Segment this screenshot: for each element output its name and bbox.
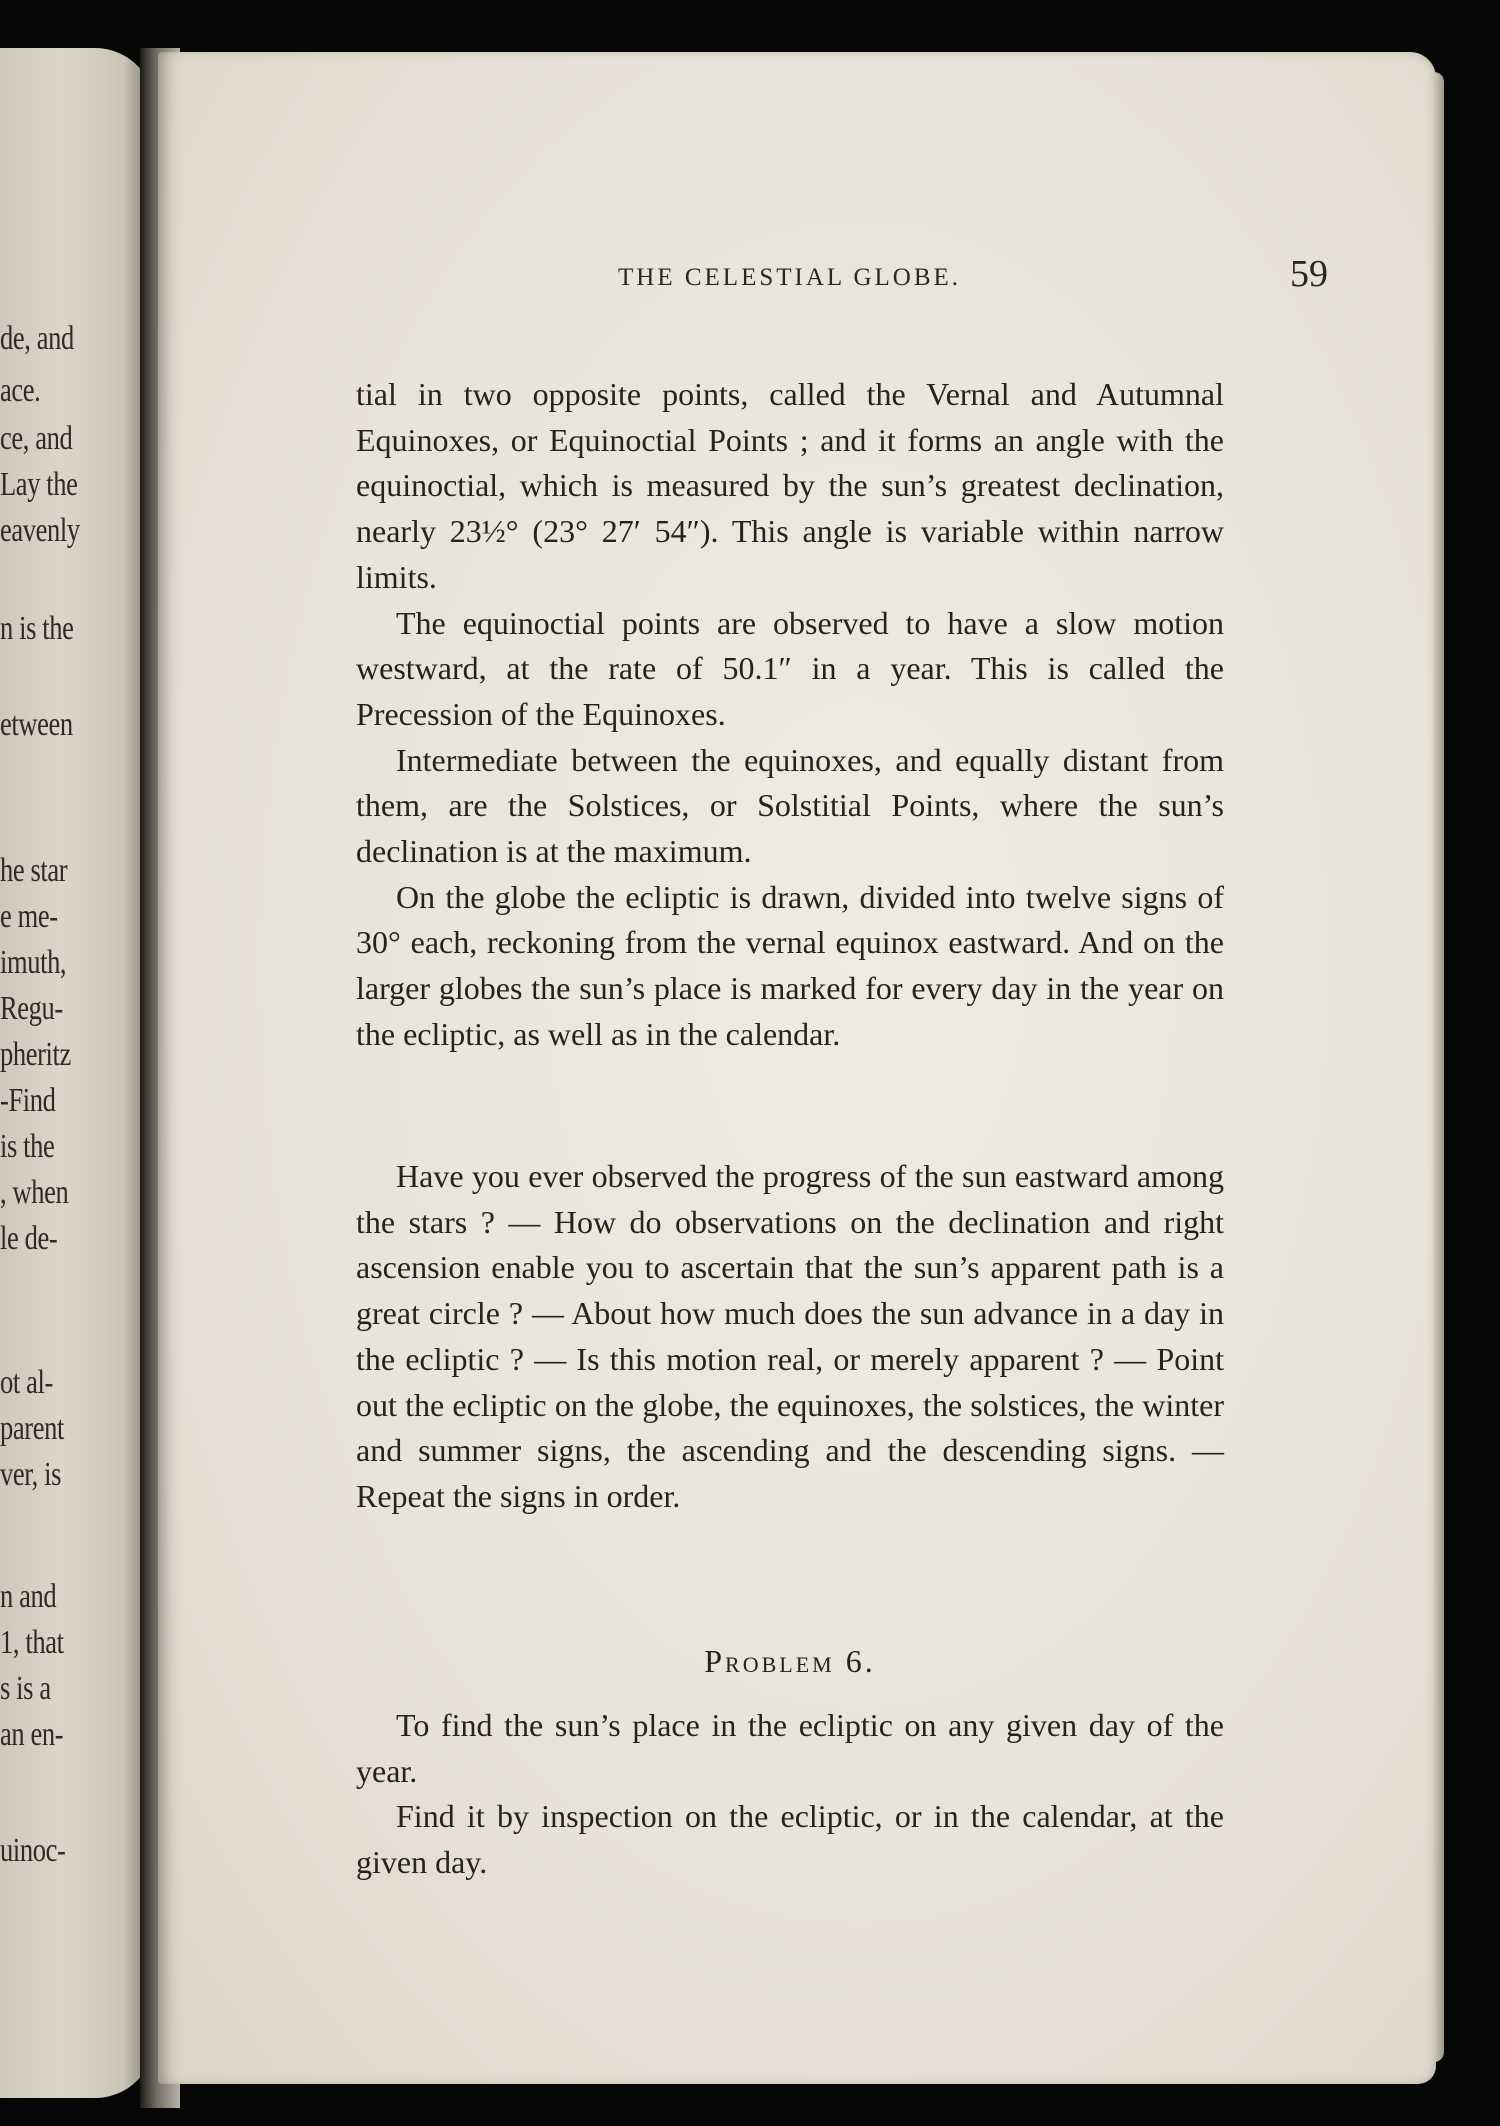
paragraph: The equinoctial points are observed to have a slow motion westward, at the rate of 50.1″ in a year. This is called the Precession of the Equinoxes.: [356, 604, 1224, 732]
previous-page-text-fragment: ace.: [0, 372, 41, 409]
previous-page-text-fragment: he star: [0, 852, 68, 889]
previous-page-text-fragment: uinoc-: [0, 1832, 66, 1869]
previous-page-text-fragment: le de-: [0, 1220, 58, 1257]
running-title: THE CELESTIAL GLOBE.: [618, 264, 962, 291]
page-edge: [1434, 72, 1444, 2062]
previous-page-text-fragment: an en-: [0, 1716, 64, 1753]
previous-page-text-fragment: parent: [0, 1410, 64, 1447]
previous-page-text-fragment: ver, is: [0, 1456, 62, 1493]
previous-page-text-fragment: pheritz: [0, 1036, 71, 1073]
previous-page-text-fragment: n is the: [0, 610, 74, 647]
previous-page-text-fragment: de, and: [0, 320, 74, 357]
paragraph: tial in two opposite points, called the Vernal and Autumnal Equinoxes, or Equinoctial Points ; and it forms an angle with the equinoctial, which is measured by the sun’s greatest declination, nearly 23½° (23° 27′ 54″). This angle is variable within narrow limits.: [356, 376, 1224, 595]
paragraph: On the globe the ecliptic is drawn, divided into twelve signs of 30° each, reckoning from the vernal equinox eastward. And on the larger globes the sun’s place is marked for every day in the year on the ecliptic, as well as in the calendar.: [356, 878, 1224, 1052]
paragraph: Intermediate between the equinoxes, and equally distant from them, are the Solstices, or Solstitial Points, where the sun’s declination is at the maximum.: [356, 741, 1224, 870]
problem-statement: To find the sun’s place in the ecliptic on any given day of the year.: [356, 1707, 1224, 1789]
previous-page-text-fragment: 1, that: [0, 1624, 64, 1661]
previous-page-text-fragment: n and: [0, 1578, 57, 1615]
previous-page-text-fragment: , when: [0, 1174, 69, 1211]
page-number: 59: [1290, 253, 1328, 295]
previous-page-text-fragment: e me-: [0, 898, 58, 935]
problem-solution: Find it by inspection on the ecliptic, or in the calendar, at the given day.: [356, 1798, 1224, 1881]
previous-page-edge: [0, 48, 155, 2098]
previous-page-text-fragment: etween: [0, 706, 73, 743]
previous-page-text-fragment: s is a: [0, 1670, 51, 1707]
problem-text: [356, 1703, 1224, 1886]
questions-paragraph: Have you ever observed the progress of the sun eastward among the stars ? — How do observations on the declination and right ascension enable you to ascertain that the sun’s apparent path is a great circle ? — About how much does the sun advance in a day in the ecliptic ? — Is this motion real, or merely apparent ? — Point out the ecliptic on the globe, the equinoxes, the solstices, the winter and summer signs, the ascending and the descending signs. — Repeat the signs in order.: [356, 1158, 1224, 1514]
previous-page-text-fragment: ce, and: [0, 420, 73, 457]
previous-page-text-fragment: ot al-: [0, 1364, 53, 1401]
page: [158, 52, 1436, 2084]
problem-heading: Problem 6.: [704, 1643, 876, 1679]
review-questions: [356, 1154, 1224, 1520]
previous-page-text-fragment: is the: [0, 1128, 55, 1165]
previous-page-text-fragment: imuth,: [0, 944, 67, 981]
previous-page-text-fragment: Lay the: [0, 466, 78, 503]
body-text: [356, 372, 1224, 1058]
previous-page-text-fragment: -Find: [0, 1082, 56, 1119]
previous-page-text-fragment: Regu-: [0, 990, 63, 1027]
page-header: [158, 250, 1436, 310]
previous-page-text-fragment: eavenly: [0, 512, 80, 549]
